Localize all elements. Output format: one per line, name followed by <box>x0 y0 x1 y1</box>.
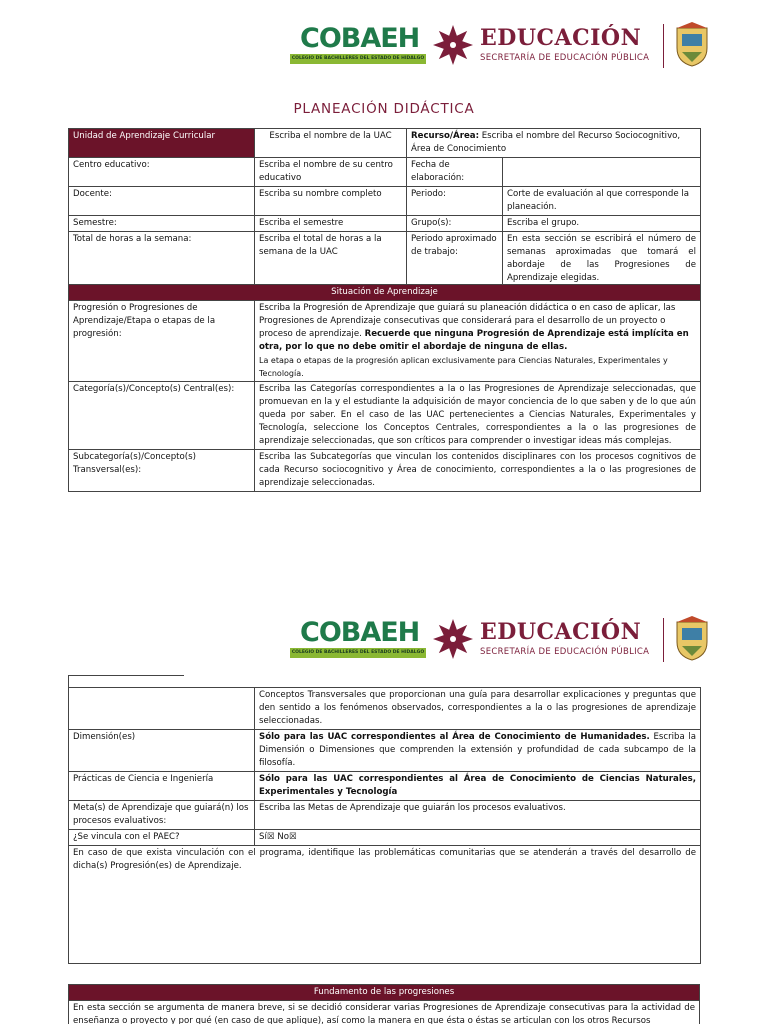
subcategoria-label: Subcategoría(s)/Concepto(s) Transversal(es): <box>69 450 255 492</box>
continuation-table <box>68 687 701 964</box>
progresion-value[interactable] <box>255 301 701 382</box>
metas-label: Meta(s) de Aprendizaje que guiará(n) los procesos evaluativos: <box>69 801 255 830</box>
semestre-label: Semestre: <box>69 216 255 232</box>
dimension-text: Escriba la Dimensión o Dimensiones que comprenden la extensión y profundidad de cada subcampo de la filosofía. <box>259 732 696 768</box>
horas-value[interactable]: Escriba el total de horas a la semana de la UAC <box>255 232 407 287</box>
practicas-note: Sólo para las UAC correspondientes al Área de Conocimiento de Ciencias Naturales, Experimentales y Tecnología <box>259 774 696 797</box>
state-shield-icon <box>674 616 710 662</box>
cobaeh-subtitle: COLEGIO DE BACHILLERES DEL ESTADO DE HIDALGO <box>290 54 426 64</box>
horas-label: Total de horas a la semana: <box>69 232 255 287</box>
uac-label: Unidad de Aprendizaje Curricular <box>69 129 255 158</box>
situacion-header: Situación de Aprendizaje <box>69 285 701 301</box>
document-title: PLANEACIÓN DIDÁCTICA <box>293 101 475 117</box>
educacion-title: EDUCACIÓN <box>480 25 642 51</box>
categoria-label: Categoría(s)/Concepto(s) Central(es): <box>69 382 255 450</box>
fundamento-table <box>68 984 700 1024</box>
practicas-value[interactable] <box>255 772 701 801</box>
sep-flower-icon <box>432 618 474 660</box>
semestre-value[interactable]: Escriba el semestre <box>255 216 407 232</box>
cobaeh-wordmark: COBAEH <box>300 617 420 648</box>
cobaeh-logo <box>290 616 426 662</box>
practicas-label: Prácticas de Ciencia e Ingeniería <box>69 772 255 801</box>
conceptos-value[interactable]: Conceptos Transversales que proporcionan una guía para desarrollar explicaciones y preguntas que den sentido a los fenómenos observados, correspondientes a la o las progresiones de aprendizaje seleccionadas. <box>255 688 701 730</box>
centro-label: Centro educativo: <box>69 158 255 187</box>
periodo-aprox-value[interactable]: En esta sección se escribirá el número de semanas aproximadas que tomará el abordaje de las Progresiones de Aprendizaje elegidas. <box>503 232 701 287</box>
paec-label: ¿Se vincula con el PAEC? <box>69 830 255 846</box>
page-header <box>290 22 710 82</box>
cobaeh-subtitle: COLEGIO DE BACHILLERES DEL ESTADO DE HIDALGO <box>290 648 426 658</box>
metas-value[interactable]: Escriba las Metas de Aprendizaje que guiarán los procesos evaluativos. <box>255 801 701 830</box>
continuation-label <box>69 688 255 730</box>
progresion-warning: Recuerde que ninguna Progresión de Aprendizaje está implícita en otra, por lo que no debe omitir el abordaje de ninguna de ellas. <box>259 329 689 352</box>
header-divider <box>663 24 664 68</box>
categoria-value[interactable]: Escriba las Categorías correspondientes a la o las Progresiones de Aprendizaje seleccionadas, que promuevan en la y el estudiante la adquisición de mayor conciencia de lo que saben y de lo que aún queda por saber. En el caso de las UAC pertenecientes a Ciencias Naturales, Experimentales y Tecnología, seleccione los Conceptos Centrales, correspondientes a la o las progresiones de aprendizaje seleccionadas, que son críticos para comprender o investigar ideas más complejas. <box>255 382 701 450</box>
cobaeh-logo <box>290 22 426 68</box>
paec-checkboxes[interactable]: Sí☒ No☒ <box>255 830 701 846</box>
progresion-text: Escriba la Progresión de Aprendizaje que guiará su planeación didáctica o en caso de aplicar, las Progresiones de Aprendizaje consecutivas que considerará para el desarrollo de un proyecto o proceso de aprendizaje. <box>259 303 676 339</box>
periodo-value[interactable]: Corte de evaluación al que corresponde la planeación. <box>503 187 701 216</box>
situacion-table <box>68 284 701 492</box>
fundamento-value[interactable]: En esta sección se argumenta de manera breve, si se decidió considerar varias Progresiones de Aprendizaje consecutivas para la actividad de enseñanza o proyecto y por qué (en caso de que aplique), así como la manera en que ésta o éstas se articulan con los otros Recursos <box>69 1001 700 1024</box>
dimension-value[interactable] <box>255 730 701 772</box>
dimension-label: Dimensión(es) <box>69 730 255 772</box>
docente-value[interactable]: Escriba su nombre completo <box>255 187 407 216</box>
dimension-note: Sólo para las UAC correspondientes al Área de Conocimiento de Humanidades. <box>259 732 650 742</box>
page-2 <box>0 540 768 1024</box>
grupo-label: Grupo(s): <box>407 216 503 232</box>
sep-subtitle: SECRETARÍA DE EDUCACIÓN PÚBLICA <box>480 53 650 63</box>
fundamento-header: Fundamento de las progresiones <box>69 985 700 1001</box>
periodo-aprox-label: Periodo aproximado de trabajo: <box>407 232 503 287</box>
sep-flower-icon <box>432 24 474 66</box>
subcategoria-value[interactable]: Escriba las Subcategorías que vinculan los contenidos disciplinares con los procesos cognitivos de cada Recurso sociocognitivo y Área de conocimiento, correspondientes a la o las progresiones de aprendizaje seleccionadas. <box>255 450 701 492</box>
header-divider <box>663 618 664 662</box>
uac-value[interactable]: Escriba el nombre de la UAC <box>255 129 407 158</box>
grupo-value[interactable]: Escriba el grupo. <box>503 216 701 232</box>
sep-subtitle: SECRETARÍA DE EDUCACIÓN PÚBLICA <box>480 647 650 657</box>
cobaeh-wordmark: COBAEH <box>300 23 420 54</box>
fecha-label: Fecha de elaboración: <box>407 158 503 187</box>
educacion-title: EDUCACIÓN <box>480 619 642 645</box>
progresion-note: La etapa o etapas de la progresión aplican exclusivamente para Ciencias Naturales, Experimentales y Tecnología. <box>259 356 668 378</box>
general-info-table <box>68 128 701 287</box>
periodo-label: Periodo: <box>407 187 503 216</box>
state-shield-icon <box>674 22 710 68</box>
recurso-value: Escriba el nombre del Recurso Sociocognitivo, Área de Conocimiento <box>411 131 681 154</box>
centro-value[interactable]: Escriba el nombre de su centro educativo <box>255 158 407 187</box>
docente-label: Docente: <box>69 187 255 216</box>
progresion-label: Progresión o Progresiones de Aprendizaje/Etapa o etapas de la progresión: <box>69 301 255 382</box>
page-header-2 <box>290 616 710 676</box>
recurso-cell[interactable] <box>407 129 701 158</box>
fecha-value[interactable] <box>503 158 701 187</box>
recurso-label: Recurso/Área: <box>411 131 480 141</box>
vinculacion-field[interactable]: En caso de que exista vinculación con el programa, identifique las problemáticas comunitarias que se atenderán a través del desarrollo de dicha(s) Progresión(es) de Aprendizaje. <box>69 846 701 964</box>
